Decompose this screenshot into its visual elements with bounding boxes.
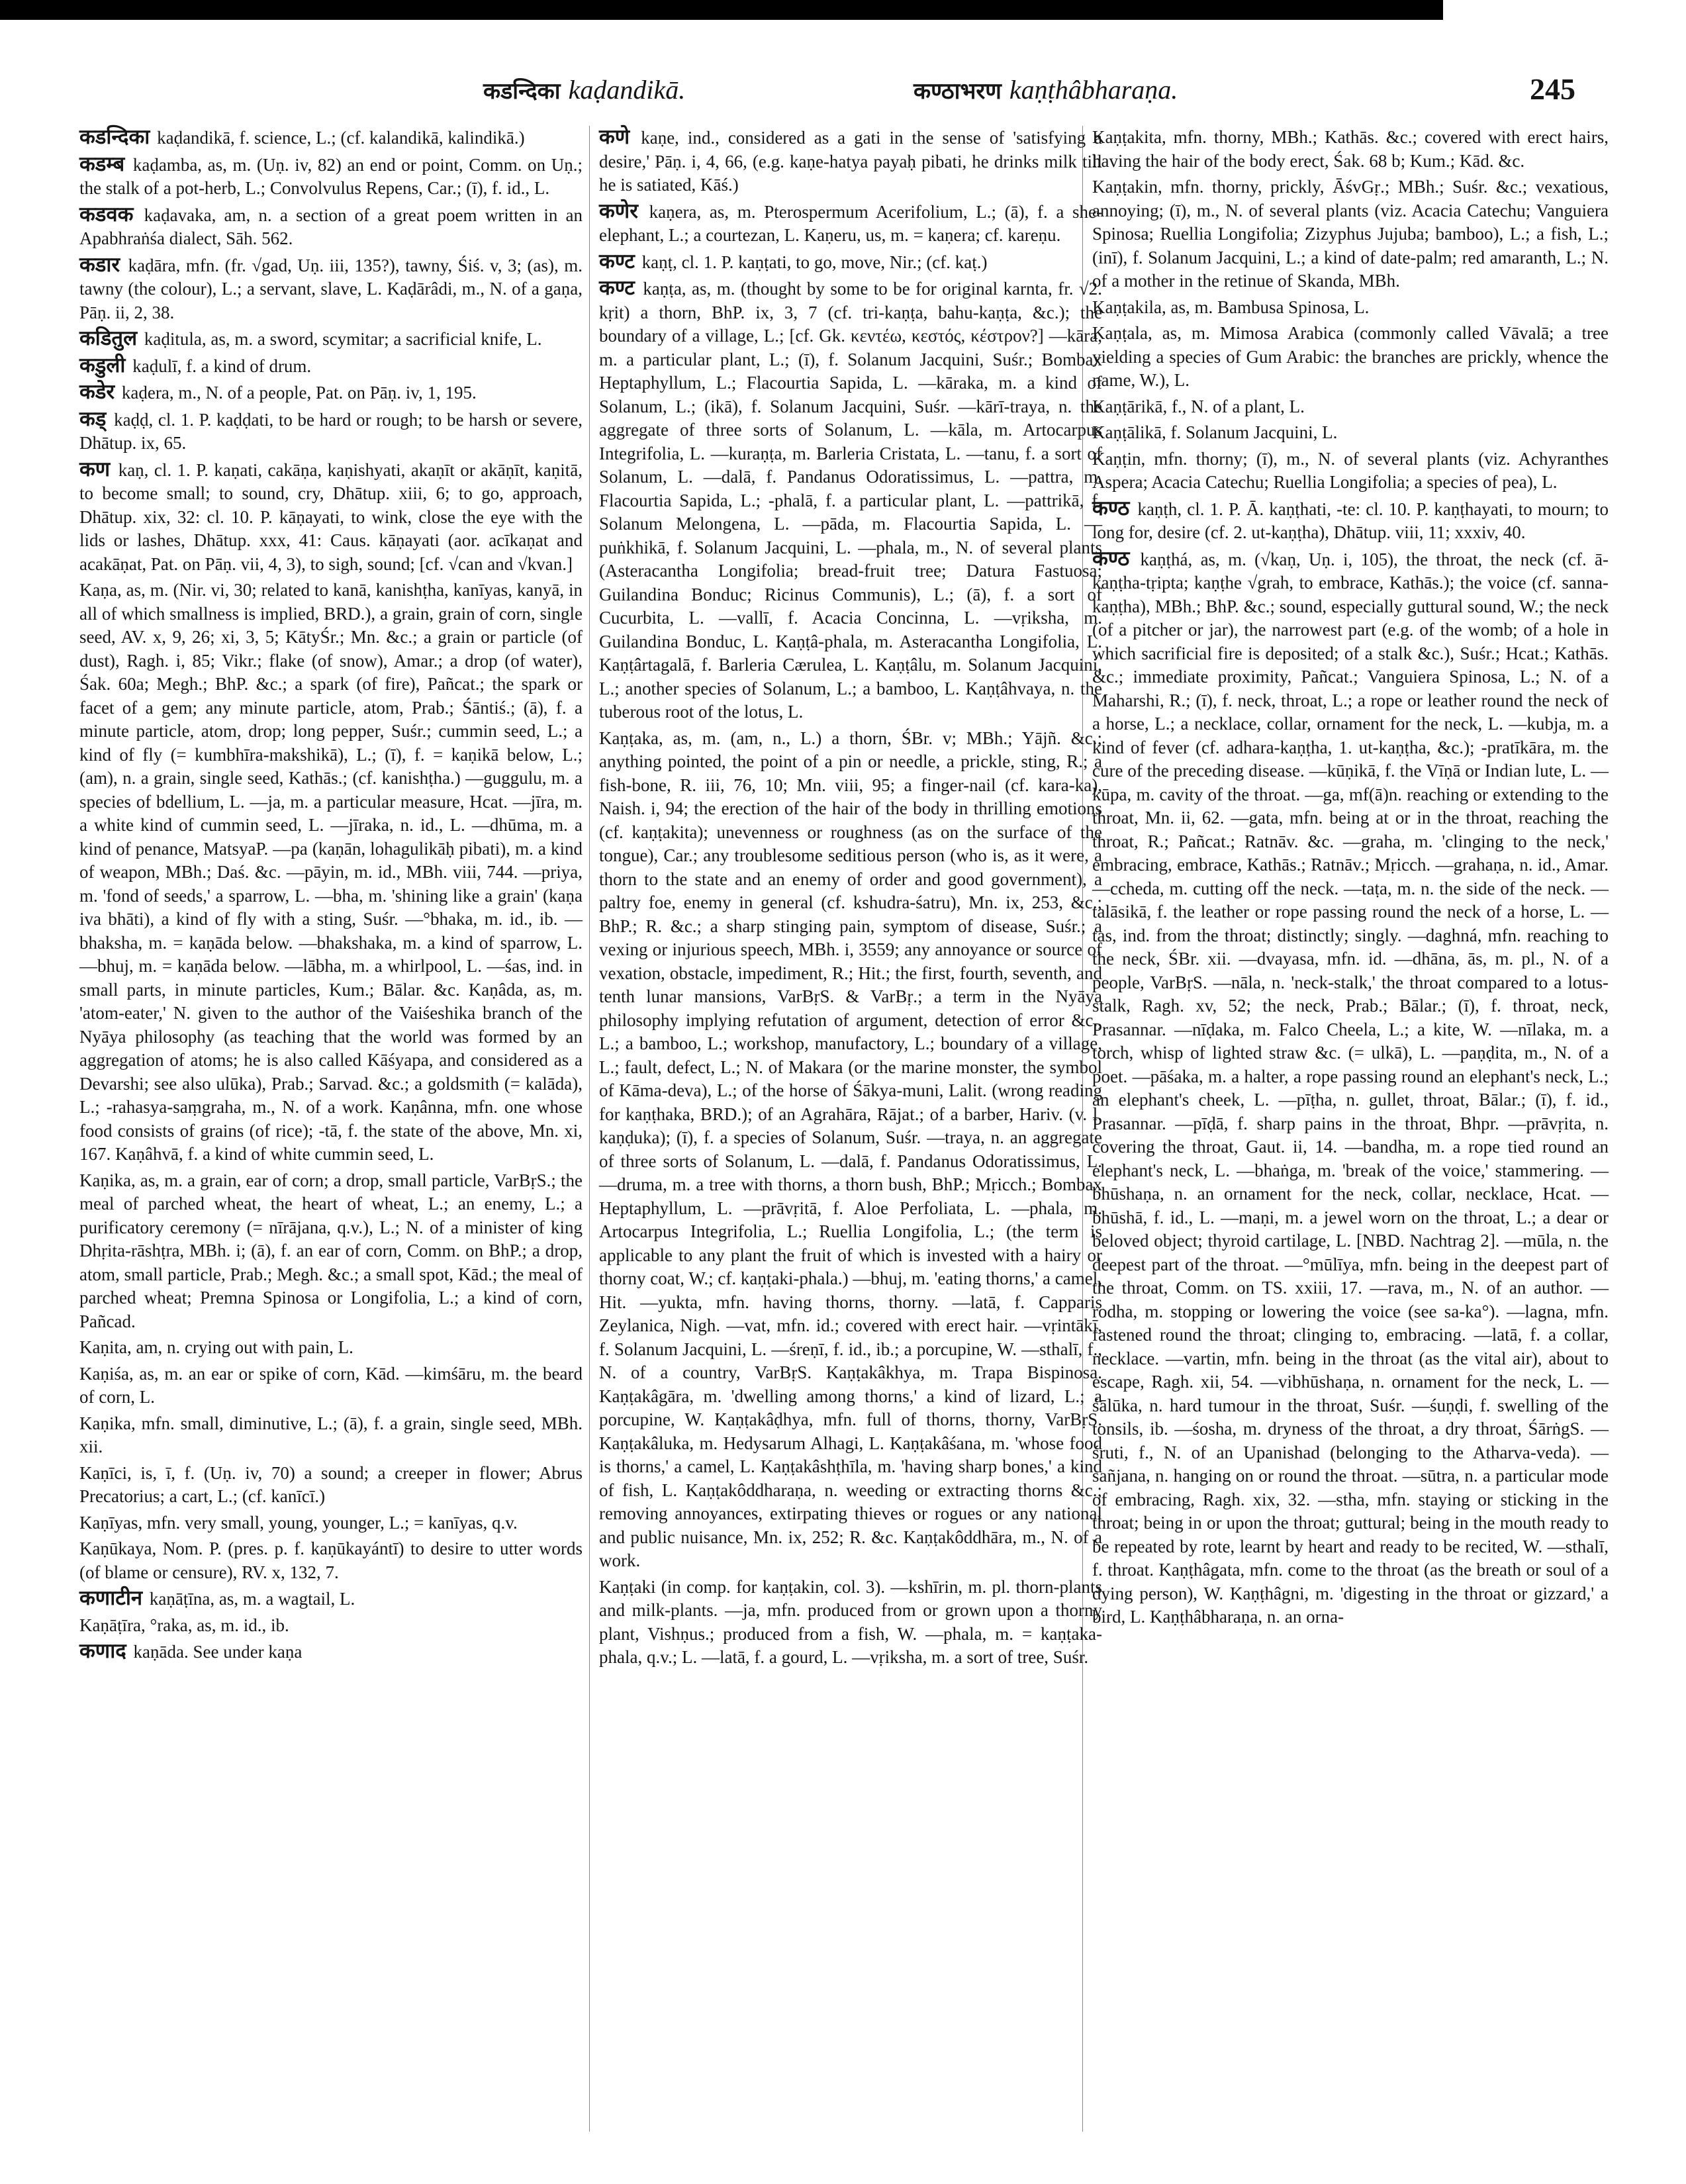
entry-headword-devanagari: कड् xyxy=(79,406,115,431)
header-center-latin: kaṇṭhâbharaṇa. xyxy=(1009,75,1178,105)
running-header xyxy=(53,74,1635,114)
dictionary-entry xyxy=(599,1576,1102,1670)
dictionary-entry xyxy=(79,408,583,455)
entry-text: kaṇṭ, cl. 1. P. kaṇṭati, to go, move, Nir.; (cf. kaṭ.) xyxy=(641,252,988,272)
dictionary-entry xyxy=(1092,421,1609,445)
entry-text: kaḍāra, mfn. (fr. √gad, Uṇ. iii, 135?), tawny, Śiś. v, 3; (as), m. tawny (the colour), L.; a servant, slave, L. Kaḍārâdi, m., N. of a gaṇa, Pāṇ. ii, 2, 38. xyxy=(79,255,583,322)
entry-text: Kaṇa, as, m. (Nir. vi, 30; related to kanā, kanishṭha, kanīyas, kanyā, in all of which smallness is implied, BRD.), a grain, grain of corn, single seed, AV. x, 9, 26; xi, 3, 5; KātyŚr.; Mn. &c.; a grain or particle (of dust), Ragh. i, 85; Vikr.; flake (of snow), Amar.; a drop (of water), Śak. 60a; Megh.; BhP. &c.; a spark (of fire), Pañcat.; the spark or facet of a gem; any minute particle, atom, Prab.; Śāntiś.; (ā), f. a minute particle, atom, drop; long pepper, Suśr.; cummin seed, L.; a kind of fly (= kumbhīra-makshikā), L.; (ī), f. = kaṇikā below, L.; (am), n. a grain, single seed, Kathās.; (cf. kanishṭha.) —guggulu, m. a species of bdellium, L. —ja, m. a particular measure, Hcat. —jīra, m. a white kind of cummin seed, L. —jīraka, n. id., L. —dhūma, m. a kind of penance, MatsyaP. —pa (kaṇān, lohagulikāḥ pibati), m. a kind of weapon, MBh.; Daś. &c. —pāyin, m. id., MBh. viii, 744. —priya, m. 'fond of seeds,' a sparrow, L. —bha, m. 'shining like a grain' (kaṇa iva bhāti), a kind of fly with a sting, Suśr. —°bhaka, m. id., ib. —bhaksha, m. = kaṇāda below. —bhakshaka, m. a kind of sparrow, L. —bhuj, m. = kaṇāda below. —lābha, m. a whirlpool, L. —śas, ind. in small parts, in minute particles, Kum.; Bālar. &c. Kaṇâda, as, m. 'atom-eater,' N. given to the author of the Vaiśeshika branch of the Nyāya philosophy (as teaching that the world was formed by an aggregation of atoms; he is also called Kāśyapa, and considered as a Devarshi; see also ulūka), Prab.; Sarvad. &c.; a goldsmith (= kalāda), L.; -rahasya-saṃgraha, m., N. of a work. Kaṇânna, mfn. one whose food consists of grains (of rice); -tā, f. the state of the above, Mn. xi, 167. Kaṇâhvā, f. a kind of white cummin seed, L. xyxy=(79,580,583,1164)
dictionary-entry xyxy=(1092,395,1609,419)
entry-text: Kaṇāṭīra, °raka, as, m. id., ib. xyxy=(79,1615,289,1635)
entry-headword-devanagari: कडितुल xyxy=(79,326,144,350)
entry-text: kaḍera, m., N. of a people, Pat. on Pāṇ. iv, 1, 195. xyxy=(121,383,477,403)
header-left-latin: kaḍandikā. xyxy=(568,75,686,105)
dictionary-entry xyxy=(1092,296,1609,320)
dictionary-entry xyxy=(79,327,583,352)
dictionary-entry xyxy=(79,458,583,577)
entry-headword-devanagari: कणे xyxy=(599,125,641,149)
dictionary-entry xyxy=(79,579,583,1166)
header-left-word xyxy=(483,74,685,105)
entry-text: Kaṇīyas, mfn. very small, young, younger, L.; = kanīyas, q.v. xyxy=(79,1512,518,1533)
dictionary-column-1 xyxy=(79,126,583,1667)
dictionary-entry xyxy=(79,203,583,251)
entry-text: Kaṇūkaya, Nom. P. (pres. p. f. kaṇūkayántī) to desire to utter words (of blame or censure), RV. x, 132, 7. xyxy=(79,1539,583,1582)
dictionary-entry xyxy=(79,1587,583,1611)
dictionary-entry xyxy=(599,277,1102,724)
dictionary-entry xyxy=(1092,547,1609,1629)
entry-headword-devanagari: कणाद xyxy=(79,1639,134,1663)
dictionary-entry xyxy=(1092,448,1609,495)
entry-headword-devanagari: कण xyxy=(79,457,118,481)
entry-headword-devanagari: कण्ट xyxy=(599,249,642,273)
dictionary-entry xyxy=(1092,497,1609,545)
dictionary-entry xyxy=(79,254,583,325)
entry-text: Kaṇṭakin, mfn. thorny, prickly, ĀśvGṛ.; MBh.; Suśr. &c.; vexatious, annoying; (ī), m., N. of several plants (viz. Acacia Catechu; Vanguiera Spinosa; Ruellia Longifolia; Zizyphus Jujuba; bamboo), L.; a fish, L.; (inī), f. Solanum Jacquini, L.; a kind of date-palm; red amaranth, L.; N. of a mother in the retinue of Skanda, MBh. xyxy=(1092,177,1609,291)
entry-text: kaṇāda. See under kaṇa xyxy=(133,1642,303,1662)
entry-headword-devanagari: कडन्दिका xyxy=(79,125,158,149)
entry-text: kaḍitula, as, m. a sword, scymitar; a sacrificial knife, L. xyxy=(144,329,542,349)
entry-text: kaṇāṭīna, as, m. a wagtail, L. xyxy=(149,1589,355,1609)
entry-text: kaṇ, cl. 1. P. kaṇati, cakāṇa, kaṇishyati, akaṇīt or akāṇīt, kaṇitā, to become small; to sound, cry, Dhātup. xiii, 6; to go, approach, Dhātup. xix, 32: cl. 10. P. kāṇayati, to wink, close the eye with the lids or lashes, Dhātup. xxx, 41: Caus. kāṇayati (aor. acīkaṇat and acakāṇat, Pat. on Pāṇ. vii, 4, 3), to sigh, sound; [cf. √can and √kvan.] xyxy=(79,459,583,574)
entry-text: kaḍandikā, f. science, L.; (cf. kalandikā, kalindikā.) xyxy=(157,128,525,148)
scan-top-edge-taper xyxy=(1311,0,1443,20)
entry-headword-devanagari: कण्ठ xyxy=(1092,546,1141,571)
dictionary-entry xyxy=(79,126,583,150)
dictionary-column-3 xyxy=(1092,126,1609,1632)
dictionary-entry xyxy=(79,1169,583,1334)
entry-text: kaṇe, ind., considered as a gati in the sense of 'satisfying a desire,' Pāṇ. i, 4, 66, (e.g. kaṇe-hatya payaḥ pibati, he drinks milk till he is satiated, Kāś.) xyxy=(599,128,1103,195)
entry-text: kaṇera, as, m. Pterospermum Acerifolium, L.; (ā), f. a she-elephant, L.; a courtezan, L. Kaṇeru, us, m. = kaṇera; cf. kareṇu. xyxy=(599,201,1102,245)
entry-headword-devanagari: कणेर xyxy=(599,199,649,223)
entry-text: Kaṇika, as, m. a grain, ear of corn; a drop, small particle, VarBṛS.; the meal of parched wheat, the heart of wheat, L.; an enemy, L.; a purificatory ceremony (= nīrājana, q.v.), L.; N. of a minister of king Dhṛita-rāshṭra, MBh. i; (ā), f. an ear of corn, Comm. on BhP.; a drop, atom, small particle, Prab.; Megh. &c.; a small spot, Kād.; the meal of parched wheat; Premna Spinosa or Longifolia, L.; a kind of corn, Pañcad. xyxy=(79,1170,583,1331)
entry-headword-devanagari: कडुली xyxy=(79,353,133,377)
dictionary-entry xyxy=(599,727,1102,1573)
entry-headword-devanagari: कडवक xyxy=(79,202,144,226)
entry-text: kaḍamba, as, m. (Uṇ. iv, 82) an end or point, Comm. on Uṇ.; the stalk of a pot-herb, L.; Convolvulus Repens, Car.; (ī), f. id., L. xyxy=(79,154,583,198)
entry-text: kaḍḍ, cl. 1. P. kaḍḍati, to be hard or rough; to be harsh or severe, Dhātup. ix, 65. xyxy=(79,409,583,453)
entry-headword-devanagari: कडेर xyxy=(79,380,122,404)
dictionary-entry xyxy=(79,1462,583,1509)
entry-text: kaṇṭa, as, m. (thought by some to be for original karnta, fr. √2. kṛit) a thorn, BhP. ix, 3, 7 (cf. tri-kaṇṭa, bahu-kaṇṭa, &c.); the boundary of a village, L.; [cf. Gk. κεντέω, κεστός, κέστρον?] —kāra, m. a particular plant, L.; (ī), f. Solanum Jacquini, Suśr.; Bombax Heptaphyllum, L.; Flacourtia Sapida, L. —kāraka, m. a kind of Solanum, L.; (ikā), f. Solanum Jacquini, Suśr. —kārī-traya, n. the aggregate of three sorts of Solanum, L. —kāla, m. Artocarpus Integrifolia, L. —kuraṇṭa, m. Barleria Cristata, L. —tanu, f. a sort of Solanum, L. —dalā, f. Pandanus Odoratissimus, L. —pattra, m. Flacourtia Sapida, L.; -phalā, f. a particular plant, L. —pattrikā, f. Solanum Melongena, L. —pāda, m. Flacourtia Sapida, L. —puṅkhikā, f. Solanum Jacquini, L. —phala, m., N. of several plants (Asteracantha Longifolia; bread-fruit tree; Datura Fastuosa; Guilandina Bonduc; Ricinus Communis), L.; (ā), f. a sort of Cucurbita, L. —vallī, f. Acacia Concinna, L. —vṛiksha, m. Guilandina Bonduc, L. Kaṇṭâ-phala, m. Asteracantha Longifolia, L. Kaṇṭârtagalā, f. Barleria Cærulea, L. Kaṇṭâlu, m. Solanum Jacquini, L.; another species of Solanum, L.; a bamboo, L. Kaṇṭâhvaya, n. the tuberous root of the lotus, L. xyxy=(599,279,1103,722)
dictionary-entry xyxy=(79,1362,583,1409)
dictionary-entry xyxy=(79,1511,583,1535)
page-number: 245 xyxy=(1530,72,1575,106)
entry-headword-devanagari: कणाटीन xyxy=(79,1586,150,1610)
entry-text: Kaṇṭaki (in comp. for kaṇṭakin, col. 3). —kshīrin, m. pl. thorn-plants and milk-plants. —ja, mfn. produced from or grown upon a thorny plant, Vishṇus.; produced from a fish, W. —phala, m. = kaṇṭaka-phala, q.v.; L. —latā, f. a gourd, L. —vṛiksha, m. a sort of tree, Suśr. xyxy=(599,1576,1102,1667)
entry-text: kaḍulī, f. a kind of drum. xyxy=(132,356,312,376)
dictionary-entry xyxy=(1092,322,1609,393)
dictionary-entry xyxy=(79,1537,583,1584)
entry-text: Kaṇṭakita, mfn. thorny, MBh.; Kathās. &c.; covered with erect hairs, having the hair of the body erect, Śak. 68 b; Kum.; Kād. &c. xyxy=(1092,127,1609,171)
entry-text: Kaṇita, am, n. crying out with pain, L. xyxy=(79,1337,353,1357)
header-left-devanagari: कडन्दिका xyxy=(483,78,561,105)
dictionary-entry xyxy=(1092,126,1609,173)
column-divider xyxy=(589,126,590,2132)
entry-text: Kaṇiśa, as, m. an ear or spike of corn, Kād. —kimśāru, m. the beard of corn, L. xyxy=(79,1363,583,1407)
entry-text: Kaṇṭaka, as, m. (am, n., L.) a thorn, ŚBr. v; MBh.; Yājñ. &c.; anything pointed, the point of a pin or needle, a prickle, sting, R.; a fish-bone, R. iii, 76, 10; Mn. viii, 95; a finger-nail (cf. kara-ka), Naish. i, 94; the erection of the hair of the body in thrilling emotions (cf. kaṇṭakita); unevenness or roughness (as on the surface of the tongue), Car.; any troublesome seditious person (who is, as it were, a thorn to the state and an enemy of order and good government), a paltry foe, enemy in general (cf. kshudra-śatru), Mn. ix, 253, &c.; BhP.; R. &c.; a sharp stinging pain, symptom of disease, Suśr.; a vexing or injurious speech, MBh. i, 3559; any annoyance or source of vexation, obstacle, impediment, R.; Hit.; the first, fourth, seventh, and tenth lunar mansions, VarBṛS. & VarBṛ.; a term in the Nyāya philosophy implying refutation of argument, detection of error &c., L.; a bamboo, L.; workshop, manufactory, L.; boundary of a village, L.; fault, defect, L.; N. of Makara (or the marine monster, the symbol of Kāma-deva), L.; of the horse of Śākya-muni, Lalit. (wrong reading for kaṇṭhaka, BRD.); of an Agrahāra, Rājat.; of a barber, Hariv. (v. l. kaṇḍuka); (ī), f. a species of Solanum, Suśr. —traya, n. an aggregate of three sorts of Solanum, L. —dalā, f. Pandanus Odoratissimus, L. —druma, m. a tree with thorns, a thorn bush, BhP.; Mṛicch.; Bombax Heptaphyllum, L. —prāvṛitā, f. Aloe Perfoliata, L. —phala, m. Artocarpus Integrifolia, L.; Ruellia Longifolia, L.; (the term is applicable to any plant the fruit of which is invested with a hairy or thorny coat, W.; cf. kaṇṭaki-phala.) —bhuj, m. 'eating thorns,' a camel, Hit. —yukta, mfn. having thorns, thorny. —latā, f. Capparis Zeylanica, Nigh. —vat, mfn. id.; covered with erect hair. —vṛintākī, f. Solanum Jacquini, L. —śreṇī, f. id., ib.; a porcupine, W. —sthalī, f., N. of a country, VarBṛS. Kaṇṭakâkhya, m. Trapa Bispinosa. Kaṇṭakâgāra, m. 'dwelling among thorns,' a kind of lizard, L.; a porcupine, W. Kaṇṭakâḍhya, mfn. full of thorns, thorny, VarBṛS. Kaṇṭakâluka, m. Hedysarum Alhagi, L. Kaṇṭakâśana, m. 'whose food is thorns,' a camel, L. Kaṇṭakâshṭhīla, m. 'having sharp bones,' a kind of fish, L. Kaṇṭakôddharaṇa, n. weeding or extracting thorns &c.; removing annoyances, extirpating thieves or rogues or any national and public nuisance, Mn. ix, 252; R. &c. Kaṇṭakôddhāra, m., N. of a work. xyxy=(599,728,1102,1570)
entry-headword-devanagari: कडम्ब xyxy=(79,152,133,176)
entry-headword-devanagari: कण्ट xyxy=(599,276,643,300)
entry-text: Kaṇṭin, mfn. thorny; (ī), m., N. of several plants (viz. Achyranthes Aspera; Acacia Catechu; Ruellia Longifolia; a species of pea), L. xyxy=(1092,448,1609,492)
dictionary-entry xyxy=(79,1412,583,1459)
entry-text: Kaṇṭārikā, f., N. of a plant, L. xyxy=(1092,396,1305,416)
dictionary-entry xyxy=(1092,175,1609,293)
entry-text: kaṇṭh, cl. 1. P. Ā. kaṇṭhati, -te: cl. 10. P. kaṇṭhayati, to mourn; to long for, desire (cf. 2. ut-kaṇṭha), Dhātup. viii, 11; xxxiv, 40. xyxy=(1092,499,1609,542)
entry-text: Kaṇṭakila, as, m. Bambusa Spinosa, L. xyxy=(1092,297,1370,317)
header-center-devanagari: कण्ठाभरण xyxy=(913,78,1002,105)
header-center-word xyxy=(913,74,1178,105)
entry-text: kaḍavaka, am, n. a section of a great poem written in an Apabhraṅśa dialect, Sāh. 562. xyxy=(79,205,583,248)
dictionary-entry xyxy=(79,1336,583,1360)
entry-text: Kaṇika, mfn. small, diminutive, L.; (ā), f. a grain, single seed, MBh. xii. xyxy=(79,1413,583,1456)
dictionary-entry xyxy=(79,153,583,201)
entry-headword-devanagari: कण्ठ xyxy=(1092,496,1138,520)
dictionary-entry xyxy=(599,200,1102,248)
dictionary-entry xyxy=(79,1640,583,1664)
dictionary-entry xyxy=(79,354,583,379)
dictionary-entry xyxy=(79,1614,583,1638)
entry-headword-devanagari: कडार xyxy=(79,252,128,277)
entry-text: kaṇṭhá, as, m. (√kaṇ, Uṇ. i, 105), the throat, the neck (cf. ā-kaṇṭha-tṛipta; kaṇṭhe √grah, to embrace, Kathās.); the voice (cf. sanna-kaṇṭha), MBh.; BhP. &c.; sound, especially guttural sound, W.; the neck (of a pitcher or jar), the narrowest part (e.g. of the womb; of a hole in which sacrificial fire is deposited; of a stalk &c.), Suśr.; Hcat.; Kathās. &c.; immediate proximity, Pañcat.; Vanguiera Spinosa, L.; N. of a Maharshi, R.; (ī), f. neck, throat, L.; a rope or leather round the neck of a horse, L.; a necklace, collar, ornament for the neck, L. —kubja, m. a kind of fever (cf. adhara-kaṇṭha, 1. ut-kaṇṭha, &c.); -pratīkāra, m. the cure of the preceding disease. —kūṇikā, f. the Vīṇā or Indian lute, L. —kūpa, m. cavity of the throat. —ga, mf(ā)n. reaching or extending to the throat, Mn. ii, 62. —gata, mfn. being at or in the throat, reaching the throat, R.; Pañcat.; Ratnāv. &c. —graha, m. 'clinging to the neck,' embracing, embrace, Kathās.; Ratnāv.; Mṛicch. —grahaṇa, n. id., Amar. —ccheda, m. cutting off the neck. —taṭa, m. n. the side of the neck. —talāsikā, f. the leather or rope passing round the neck of a horse, L. —tas, ind. from the throat; distinctly; singly. —daghná, mfn. reaching to the neck, ŚBr. xii. —dvayasa, mfn. id. —dhāna, ās, m. pl., N. of a people, VarBṛS. —nāla, n. 'neck-stalk,' the throat compared to a lotus-stalk, Ragh. xv, 52; the neck, Prab.; Bālar.; (ī), f. throat, neck, Prasannar. —nīḍaka, m. Falco Cheela, L.; a kite, W. —nīlaka, m. a torch, whisp of lighted straw &c. (= ulkā), L. —paṇḍita, m., N. of a poet. —pāśaka, m. a halter, a rope passing round an elephant's neck, L.; an elephant's cheek, L. —pīṭha, n. gullet, throat, Bālar.; (ī), f. id., Prasannar. —pīḍā, f. sharp pains in the throat, Bhpr. —prāvṛita, n. covering the throat, Gaut. ii, 14. —bandha, m. a rope tied round an elephant's neck, L. —bhaṅga, m. 'break of the voice,' stammering. —bhūshaṇa, n. an ornament for the neck, collar, necklace, Hcat. —bhūshā, f. id., L. —maṇi, m. a jewel worn on the throat, L.; a dear or beloved object; thyroid cartilage, L. [NBD. Nachtrag 2]. —mūla, n. the deepest part of the throat. —°mūlīya, mfn. being in the deepest part of the throat, Comm. on TS. xxiii, 17. —rava, m., N. of an author. —rodha, m. stopping or lowering the voice (see sa-ka°). —lagna, mfn. fastened round the throat; clinging to, embracing. —latā, f. a collar, necklace. —vartin, mfn. being in the throat (as the vital air), about to escape, Ragh. xii, 54. —vibhūshaṇa, n. ornament for the neck, L. —śālūka, n. hard tumour in the throat, Suśr. —śuṇḍi, f. swelling of the tonsils, ib. —śosha, m. dryness of the throat, a dry throat, ŚārṅgS. —śruti, f., N. of an Upanishad (belonging to the Atharva-veda). —sañjana, n. hanging on or round the throat. —sūtra, n. a particular mode of embracing, Ragh. xix, 32. —stha, mfn. staying or sticking in the throat; being in or upon the throat; guttural; being in the mouth ready to be repeated by rote, learnt by heart and ready to be recited, W. —sthalī, f. throat. Kaṇṭhâgata, mfn. come to the throat (as the breath or soul of a dying person), W. Kaṇṭhâgni, m. 'digesting in the throat or gizzard,' a bird, L. Kaṇṭhâbharaṇa, n. an orna- xyxy=(1092,549,1609,1627)
scan-top-edge-gap xyxy=(1443,0,1686,20)
entry-text: Kaṇṭala, as, m. Mimosa Arabica (commonly called Vāvalā; a tree yielding a species of Gum Arabic: the branches are prickly, whence the name, W.), L. xyxy=(1092,323,1609,390)
dictionary-entry xyxy=(599,250,1102,275)
entry-text: Kaṇṭālikā, f. Solanum Jacquini, L. xyxy=(1092,422,1338,442)
dictionary-entry xyxy=(599,126,1102,197)
dictionary-entry xyxy=(79,381,583,405)
entry-text: Kaṇīci, is, ī, f. (Uṇ. iv, 70) a sound; a creeper in flower; Abrus Precatorius; a cart, L.; (cf. kanīcī.) xyxy=(79,1462,583,1506)
dictionary-column-2 xyxy=(599,126,1102,1672)
